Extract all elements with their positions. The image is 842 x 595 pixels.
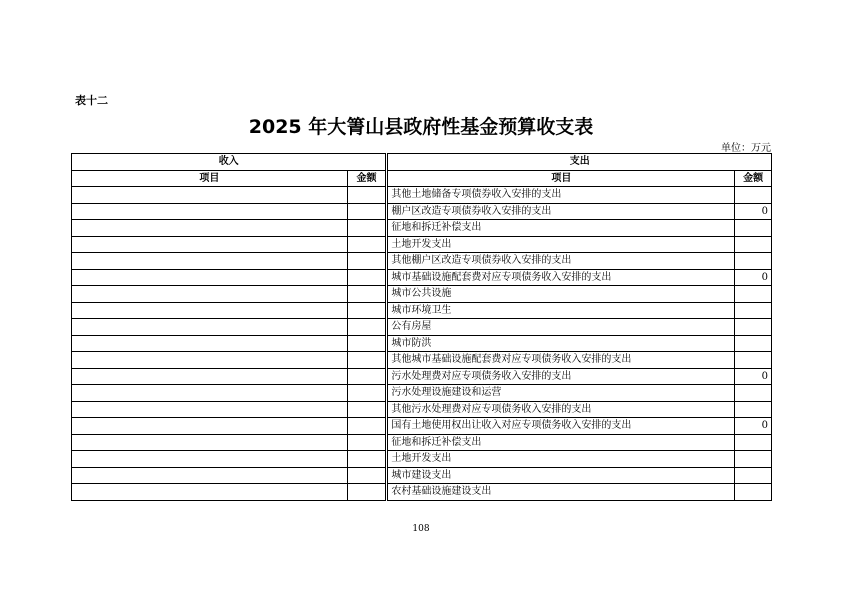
income-amount-cell [347, 484, 386, 501]
table-row [72, 368, 772, 385]
income-item-cell [72, 467, 348, 484]
expenditure-amount-cell [735, 434, 772, 451]
expenditure-item-cell: 公有房屋 [388, 319, 735, 336]
income-amount-cell [347, 368, 386, 385]
table-row [72, 286, 772, 303]
page-title: 2025 年大箐山县政府性基金预算收支表 [248, 116, 594, 138]
expenditure-item-cell: 城市基础设施配套费对应专项债务收入安排的支出 [388, 269, 735, 286]
income-amount-cell [347, 220, 386, 237]
table-row [72, 418, 772, 435]
income-amount-cell [347, 401, 386, 418]
income-item-cell [72, 401, 348, 418]
table-row [72, 451, 772, 468]
income-amount-cell [347, 286, 386, 303]
income-item-cell [72, 451, 348, 468]
income-item-cell [72, 335, 348, 352]
expenditure-item-header: 项目 [388, 170, 735, 187]
income-item-header: 项目 [72, 170, 348, 187]
table-row [72, 269, 772, 286]
expenditure-amount-cell [735, 385, 772, 402]
table-row [72, 319, 772, 336]
table-row [72, 467, 772, 484]
income-item-cell [72, 434, 348, 451]
expenditure-item-cell: 城市建设支出 [388, 467, 735, 484]
expenditure-item-cell: 征地和拆迁补偿支出 [388, 434, 735, 451]
expenditure-item-cell: 其他土地储备专项债券收入安排的支出 [388, 187, 735, 204]
expenditure-amount-cell [735, 401, 772, 418]
table-row [72, 352, 772, 369]
table-row [72, 203, 772, 220]
expenditure-item-cell: 征地和拆迁补偿支出 [388, 220, 735, 237]
expenditure-item-cell: 其他棚户区改造专项债券收入安排的支出 [388, 253, 735, 270]
income-item-cell [72, 187, 348, 204]
expenditure-item-cell: 土地开发支出 [388, 236, 735, 253]
table-row [72, 302, 772, 319]
expenditure-header: 支出 [388, 154, 772, 171]
expenditure-amount-cell [735, 451, 772, 468]
expenditure-item-cell: 农村基础设施建设支出 [388, 484, 735, 501]
table-row [72, 385, 772, 402]
income-amount-cell [347, 385, 386, 402]
income-header: 收入 [72, 154, 386, 171]
income-amount-cell [347, 434, 386, 451]
expenditure-item-cell: 土地开发支出 [388, 451, 735, 468]
header-row-sections [72, 154, 772, 171]
income-item-cell [72, 484, 348, 501]
income-amount-cell [347, 187, 386, 204]
table-row [72, 401, 772, 418]
expenditure-item-cell: 城市公共设施 [388, 286, 735, 303]
income-amount-cell [347, 203, 386, 220]
expenditure-amount-header: 金额 [735, 170, 772, 187]
expenditure-item-cell: 城市防洪 [388, 335, 735, 352]
expenditure-amount-cell [735, 352, 772, 369]
table-row [72, 187, 772, 204]
expenditure-amount-cell: 0 [735, 269, 772, 286]
table-row [72, 253, 772, 270]
table-row [72, 335, 772, 352]
income-amount-cell [347, 236, 386, 253]
expenditure-amount-cell [735, 236, 772, 253]
expenditure-amount-cell [735, 484, 772, 501]
income-item-cell [72, 253, 348, 270]
income-amount-cell [347, 451, 386, 468]
income-amount-cell [347, 418, 386, 435]
expenditure-item-cell: 污水处理费对应专项债务收入安排的支出 [388, 368, 735, 385]
income-amount-cell [347, 352, 386, 369]
income-amount-cell [347, 319, 386, 336]
income-item-cell [72, 203, 348, 220]
expenditure-item-cell: 国有土地使用权出让收入对应专项债务收入安排的支出 [388, 418, 735, 435]
income-item-cell [72, 236, 348, 253]
expenditure-amount-cell: 0 [735, 368, 772, 385]
table-row [72, 484, 772, 501]
expenditure-amount-cell [735, 467, 772, 484]
expenditure-amount-cell [735, 319, 772, 336]
table-label: 表十二 [75, 94, 108, 107]
expenditure-amount-cell [735, 286, 772, 303]
unit-label: 单位：万元 [721, 143, 771, 154]
income-amount-cell [347, 335, 386, 352]
table-row [72, 220, 772, 237]
income-item-cell [72, 368, 348, 385]
expenditure-amount-cell: 0 [735, 203, 772, 220]
income-amount-header: 金额 [347, 170, 386, 187]
expenditure-amount-cell [735, 302, 772, 319]
income-item-cell [72, 352, 348, 369]
table-body [72, 187, 772, 501]
expenditure-amount-cell [735, 335, 772, 352]
expenditure-item-cell: 棚户区改造专项债券收入安排的支出 [388, 203, 735, 220]
income-amount-cell [347, 302, 386, 319]
income-item-cell [72, 385, 348, 402]
income-item-cell [72, 418, 348, 435]
expenditure-amount-cell [735, 220, 772, 237]
income-item-cell [72, 269, 348, 286]
income-item-cell [72, 286, 348, 303]
expenditure-amount-cell [735, 253, 772, 270]
expenditure-amount-cell: 0 [735, 418, 772, 435]
budget-table [71, 153, 772, 501]
income-amount-cell [347, 253, 386, 270]
expenditure-item-cell: 污水处理设施建设和运营 [388, 385, 735, 402]
table-row [72, 434, 772, 451]
expenditure-item-cell: 城市环境卫生 [388, 302, 735, 319]
expenditure-amount-cell [735, 187, 772, 204]
income-item-cell [72, 302, 348, 319]
income-amount-cell [347, 467, 386, 484]
expenditure-item-cell: 其他污水处理费对应专项债务收入安排的支出 [388, 401, 735, 418]
income-amount-cell [347, 269, 386, 286]
expenditure-item-cell: 其他城市基础设施配套费对应专项债务收入安排的支出 [388, 352, 735, 369]
page-number: 108 [412, 524, 430, 534]
income-item-cell [72, 319, 348, 336]
header-row-columns [72, 170, 772, 187]
table-row [72, 236, 772, 253]
income-item-cell [72, 220, 348, 237]
